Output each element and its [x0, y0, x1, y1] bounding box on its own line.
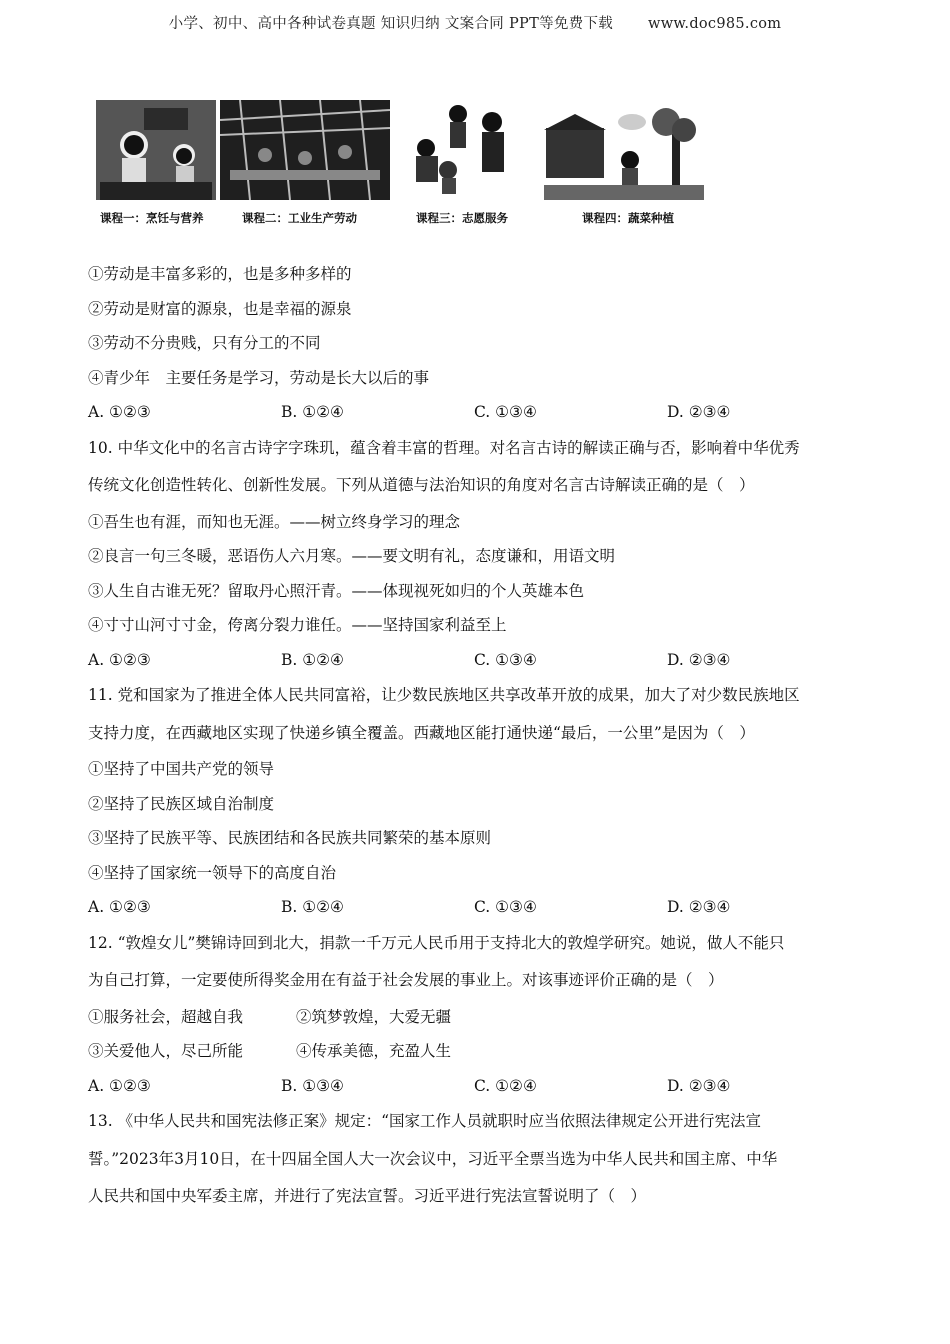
q12-items-row-1 — [88, 1000, 860, 1035]
q12-item-4: ④传承美德，充盈人生 — [296, 1042, 452, 1060]
course-figure — [94, 100, 714, 230]
q12-item-1: ①服务社会，超越自我 — [88, 1007, 244, 1026]
caption-course-4: 课程四：蔬菜种植 — [582, 211, 674, 225]
q10-options — [88, 643, 860, 678]
q12-stem-line-1: 12. “敦煌女儿”樊锦诗回到北大，捐款一千万元人民币用于支持北大的敦煌学研究。她说，做人不能只 — [88, 933, 785, 952]
q13-stem-line-2: 誓。”2023年3月10日，在十四届全国人大一次会议中，习近平全票当选为中华人民共和国主席、中华 — [88, 1149, 778, 1168]
factory-illustration — [220, 100, 390, 200]
q12-option-d[interactable]: D. ②③④ — [667, 1076, 731, 1095]
caption-course-2: 课程二：工业生产劳动 — [242, 211, 357, 225]
q12-items-row-2 — [88, 1034, 860, 1069]
q11-item-3: ③坚持了民族平等、民族团结和各民族共同繁荣的基本原则 — [88, 829, 492, 847]
caption-course-1: 课程一：烹饪与营养 — [100, 211, 204, 225]
caption-course-3: 课程三：志愿服务 — [416, 211, 508, 225]
volunteer-illustration — [396, 100, 536, 200]
q9-option-a[interactable]: A. ①②③ — [88, 403, 151, 421]
q9-option-b[interactable]: B. ①②④ — [281, 403, 344, 421]
q9-option-c[interactable]: C. ①③④ — [474, 403, 537, 421]
q9-item-1: ①劳动是丰富多彩的，也是多种多样的 — [88, 265, 352, 283]
question-content — [88, 257, 860, 1216]
q12-options — [88, 1069, 860, 1104]
q10-stem-line-1: 10. 中华文化中的名言古诗字字珠玑，蕴含着丰富的哲理。对名言古诗的解读正确与否，影响着中华优秀 — [88, 438, 800, 457]
q10-item-2: ②良言一句三冬暖，恶语伤人六月寒。——要文明有礼，态度谦和，用语文明 — [88, 547, 616, 565]
q11-item-1: ①坚持了中国共产党的领导 — [88, 760, 275, 778]
q13-stem-line-3: 人民共和国中央军委主席，并进行了宪法宣誓。习近平进行宪法宣誓说明了（ ） — [88, 1187, 647, 1205]
q9-option-d[interactable]: D. ②③④ — [667, 403, 731, 421]
q11-item-2: ②坚持了民族区域自治制度 — [88, 794, 275, 813]
cooking-illustration — [96, 100, 216, 200]
header-site: www.doc985.com — [648, 16, 782, 32]
planting-illustration — [544, 100, 704, 200]
q10-option-b[interactable]: B. ①②④ — [281, 650, 344, 669]
q11-option-c[interactable]: C. ①③④ — [474, 898, 537, 916]
q11-options — [88, 890, 860, 925]
q11-stem-line-1: 11. 党和国家为了推进全体人民共同富裕，让少数民族地区共享改革开放的成果，加大了对少数民族地区 — [88, 686, 800, 704]
header-text: 小学、初中、高中各种试卷真题 知识归纳 文案合同 PPT等免费下载 — [168, 16, 614, 32]
page-header — [0, 12, 950, 33]
q10-option-c[interactable]: C. ①③④ — [474, 650, 537, 669]
q13-stem-line-1: 13. 《中华人民共和国宪法修正案》规定：“国家工作人员就职时应当依照法律规定公开进行宪法宣 — [88, 1112, 762, 1130]
q12-option-c[interactable]: C. ①②④ — [474, 1076, 537, 1095]
q10-stem-line-2: 传统文化创造性转化、创新性发展。下列从道德与法治知识的角度对名言古诗解读正确的是（ ） — [88, 476, 755, 494]
q10-option-a[interactable]: A. ①②③ — [88, 650, 151, 669]
q12-stem-line-2: 为自己打算，一定要使所得奖金用在有益于社会发展的事业上。对该事迹评价正确的是（ ） — [88, 971, 724, 989]
q12-option-a[interactable]: A. ①②③ — [88, 1076, 151, 1095]
q9-options — [88, 395, 860, 430]
q11-stem-line-2: 支持力度，在西藏地区实现了快递乡镇全覆盖。西藏地区能打通快递“最后，一公里”是因为（ ） — [88, 723, 755, 742]
q10-option-d[interactable]: D. ②③④ — [667, 650, 731, 669]
q10-item-3: ③人生自古谁无死？留取丹心照汗青。——体现视死如归的个人英雄本色 — [88, 581, 585, 600]
q9-item-3: ③劳动不分贵贱，只有分工的不同 — [88, 334, 321, 352]
q11-option-a[interactable]: A. ①②③ — [88, 898, 151, 916]
q12-item-2: ②筑梦敦煌，大爱无疆 — [296, 1007, 452, 1026]
q12-item-3: ③关爱他人，尽己所能 — [88, 1042, 244, 1060]
q11-option-d[interactable]: D. ②③④ — [667, 898, 731, 916]
q9-item-2: ②劳动是财富的源泉，也是幸福的源泉 — [88, 299, 352, 318]
q12-option-b[interactable]: B. ①③④ — [281, 1076, 344, 1095]
q10-item-4: ④寸寸山河寸寸金，侉离分裂力谁任。——坚持国家利益至上 — [88, 616, 507, 634]
q11-item-4: ④坚持了国家统一领导下的高度自治 — [88, 863, 337, 882]
q11-option-b[interactable]: B. ①②④ — [281, 898, 344, 916]
q9-item-4: ④青少年 主要任务是学习，劳动是长大以后的事 — [88, 368, 430, 387]
q10-item-1: ①吾生也有涯，而知也无涯。——树立终身学习的理念 — [88, 512, 461, 531]
